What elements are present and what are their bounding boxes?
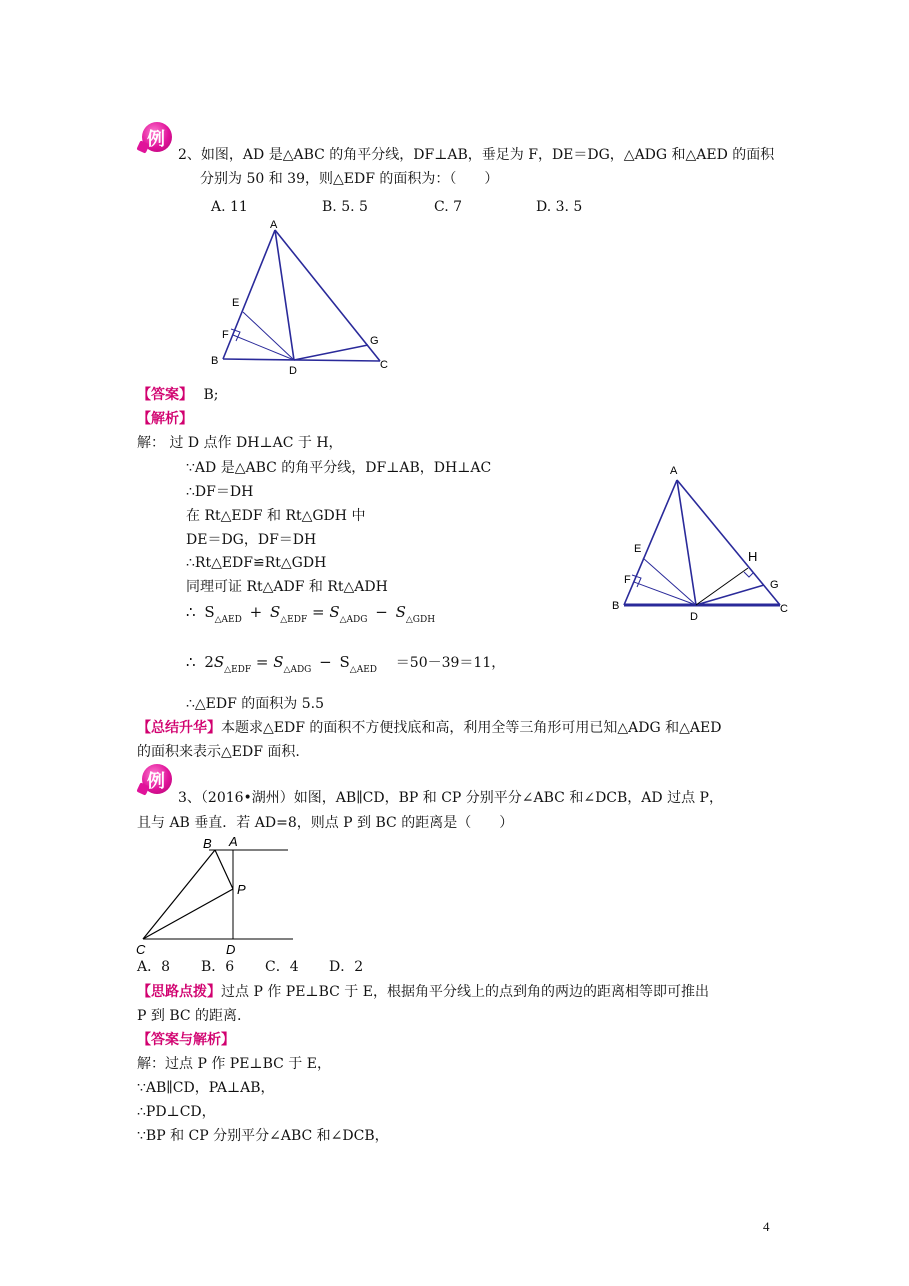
fig1-label-c: C <box>380 359 388 371</box>
fig2-label-f: F <box>624 574 631 586</box>
fig1-label-e: E <box>232 297 240 309</box>
summary-tag: 【总结升华】 <box>137 720 221 736</box>
summary-line-2: 的面积来表示△EDF 面积. <box>137 744 300 760</box>
q3-solution-line-1: 解：过点 P 作 PE⊥BC 于 E， <box>137 1056 331 1072</box>
q3-solution-line-3: ∴PD⊥CD， <box>137 1104 216 1120</box>
question-2-line1: 2、如图，AD 是△ABC 的角平分线，DF⊥AB，垂足为 F，DE＝DG，△ADG 和△AED 的面积 <box>178 147 775 163</box>
summary-text-1: 本题求△EDF 的面积不方便找底和高，利用全等三角形可用已知△ADG 和△AED <box>221 720 722 736</box>
fig2-label-b: B <box>612 600 620 612</box>
answer-text: B; <box>203 387 219 403</box>
fig1-label-g: G <box>370 335 379 347</box>
hint-text-1: 过点 P 作 PE⊥BC 于 E，根据角平分线上的点到角的两边的距离相等即可推出 <box>221 984 709 1000</box>
example-badge-icon: 例 <box>138 760 176 798</box>
fig2-label-d: D <box>690 611 698 623</box>
option-b: B. 5. 5 <box>322 199 368 215</box>
answer-tag: 【答案】 <box>137 387 193 403</box>
fig1-label-a: A <box>270 219 278 231</box>
fig3-label-p: P <box>237 882 246 897</box>
question-3-options <box>137 957 363 977</box>
q3-solution-line-2: ∵AB∥CD，PA⊥AB， <box>137 1080 275 1096</box>
answer-row <box>137 385 218 405</box>
option-d: D. 3. 5 <box>536 199 583 215</box>
fig3-label-c: C <box>136 942 146 957</box>
triangle-figure-1 <box>205 215 405 380</box>
solution-line-1: 解： 过 D 点作 DH⊥AC 于 H， <box>137 435 343 451</box>
hint-tag: 【思路点拨】 <box>137 984 221 1000</box>
hint-line-2: P 到 BC 的距离. <box>137 1008 242 1024</box>
fig1-label-d: D <box>289 365 297 377</box>
fig1-label-b: B <box>211 355 219 367</box>
fig2-label-h: H <box>748 549 758 564</box>
fig2-label-a: A <box>670 465 678 477</box>
solution-line-6: ∴Rt△EDF≌Rt△GDH <box>186 555 327 571</box>
option-a: A．8 <box>137 959 171 975</box>
area-formula-1: ∴ $S_{\triangle AED} + S_{\triangle EDF} = S_{\triangle ADG} - S_{\triangle GDH}$ <box>186 603 436 625</box>
q3-solution-line-4: ∵BP 和 CP 分别平分∠ABC 和∠DCB， <box>137 1128 389 1144</box>
example-badge-icon: 例 <box>138 118 176 156</box>
solution-line-2: ∵AD 是△ABC 的角平分线，DF⊥AB，DH⊥AC <box>186 460 492 476</box>
option-a: A. 11 <box>211 199 248 215</box>
summary-line-1 <box>137 718 721 738</box>
fig3-label-d: D <box>226 942 236 957</box>
triangle-figure-2 <box>610 460 795 625</box>
page-number: 4 <box>763 1219 770 1234</box>
fig2-label-c: C <box>780 603 788 615</box>
parallel-lines-figure <box>133 832 303 960</box>
fig3-label-a: A <box>229 834 238 849</box>
solution-conclusion: ∴△EDF 的面积为 5.5 <box>186 696 324 712</box>
answer-analysis-tag: 【答案与解析】 <box>137 1032 235 1048</box>
fig2-label-e: E <box>634 543 642 555</box>
fig1-label-f: F <box>222 329 229 341</box>
hint-line-1 <box>137 982 709 1002</box>
option-b: B．6 <box>201 959 235 975</box>
option-d: D．2 <box>329 959 364 975</box>
fig2-label-g: G <box>770 579 779 591</box>
solution-line-3: ∴DF＝DH <box>186 484 254 500</box>
area-formula-2: ∴ $2S_{\triangle EDF} = S_{\triangle ADG} - S_{\triangle AED} =50-39=11$， <box>186 653 506 675</box>
analysis-tag: 【解析】 <box>137 411 193 427</box>
question-3-line1: 3、（2016•湖州）如图，AB∥CD，BP 和 CP 分别平分∠ABC 和∠DCB，AD 过点 P， <box>178 790 723 806</box>
question-3-line2: 且与 AB 垂直．若 AD=8，则点 P 到 BC 的距离是（ ） <box>137 815 514 831</box>
option-c: C. 7 <box>434 199 463 215</box>
solution-line-4: 在 Rt△EDF 和 Rt△GDH 中 <box>186 508 366 524</box>
fig3-label-b: B <box>203 836 212 851</box>
solution-line-7: 同理可证 Rt△ADF 和 Rt△ADH <box>186 579 388 595</box>
question-2-line2: 分别为 50 和 39，则△EDF 的面积为：（ ） <box>200 171 499 187</box>
option-c: C．4 <box>265 959 299 975</box>
solution-line-5: DE＝DG，DF＝DH <box>186 532 317 548</box>
